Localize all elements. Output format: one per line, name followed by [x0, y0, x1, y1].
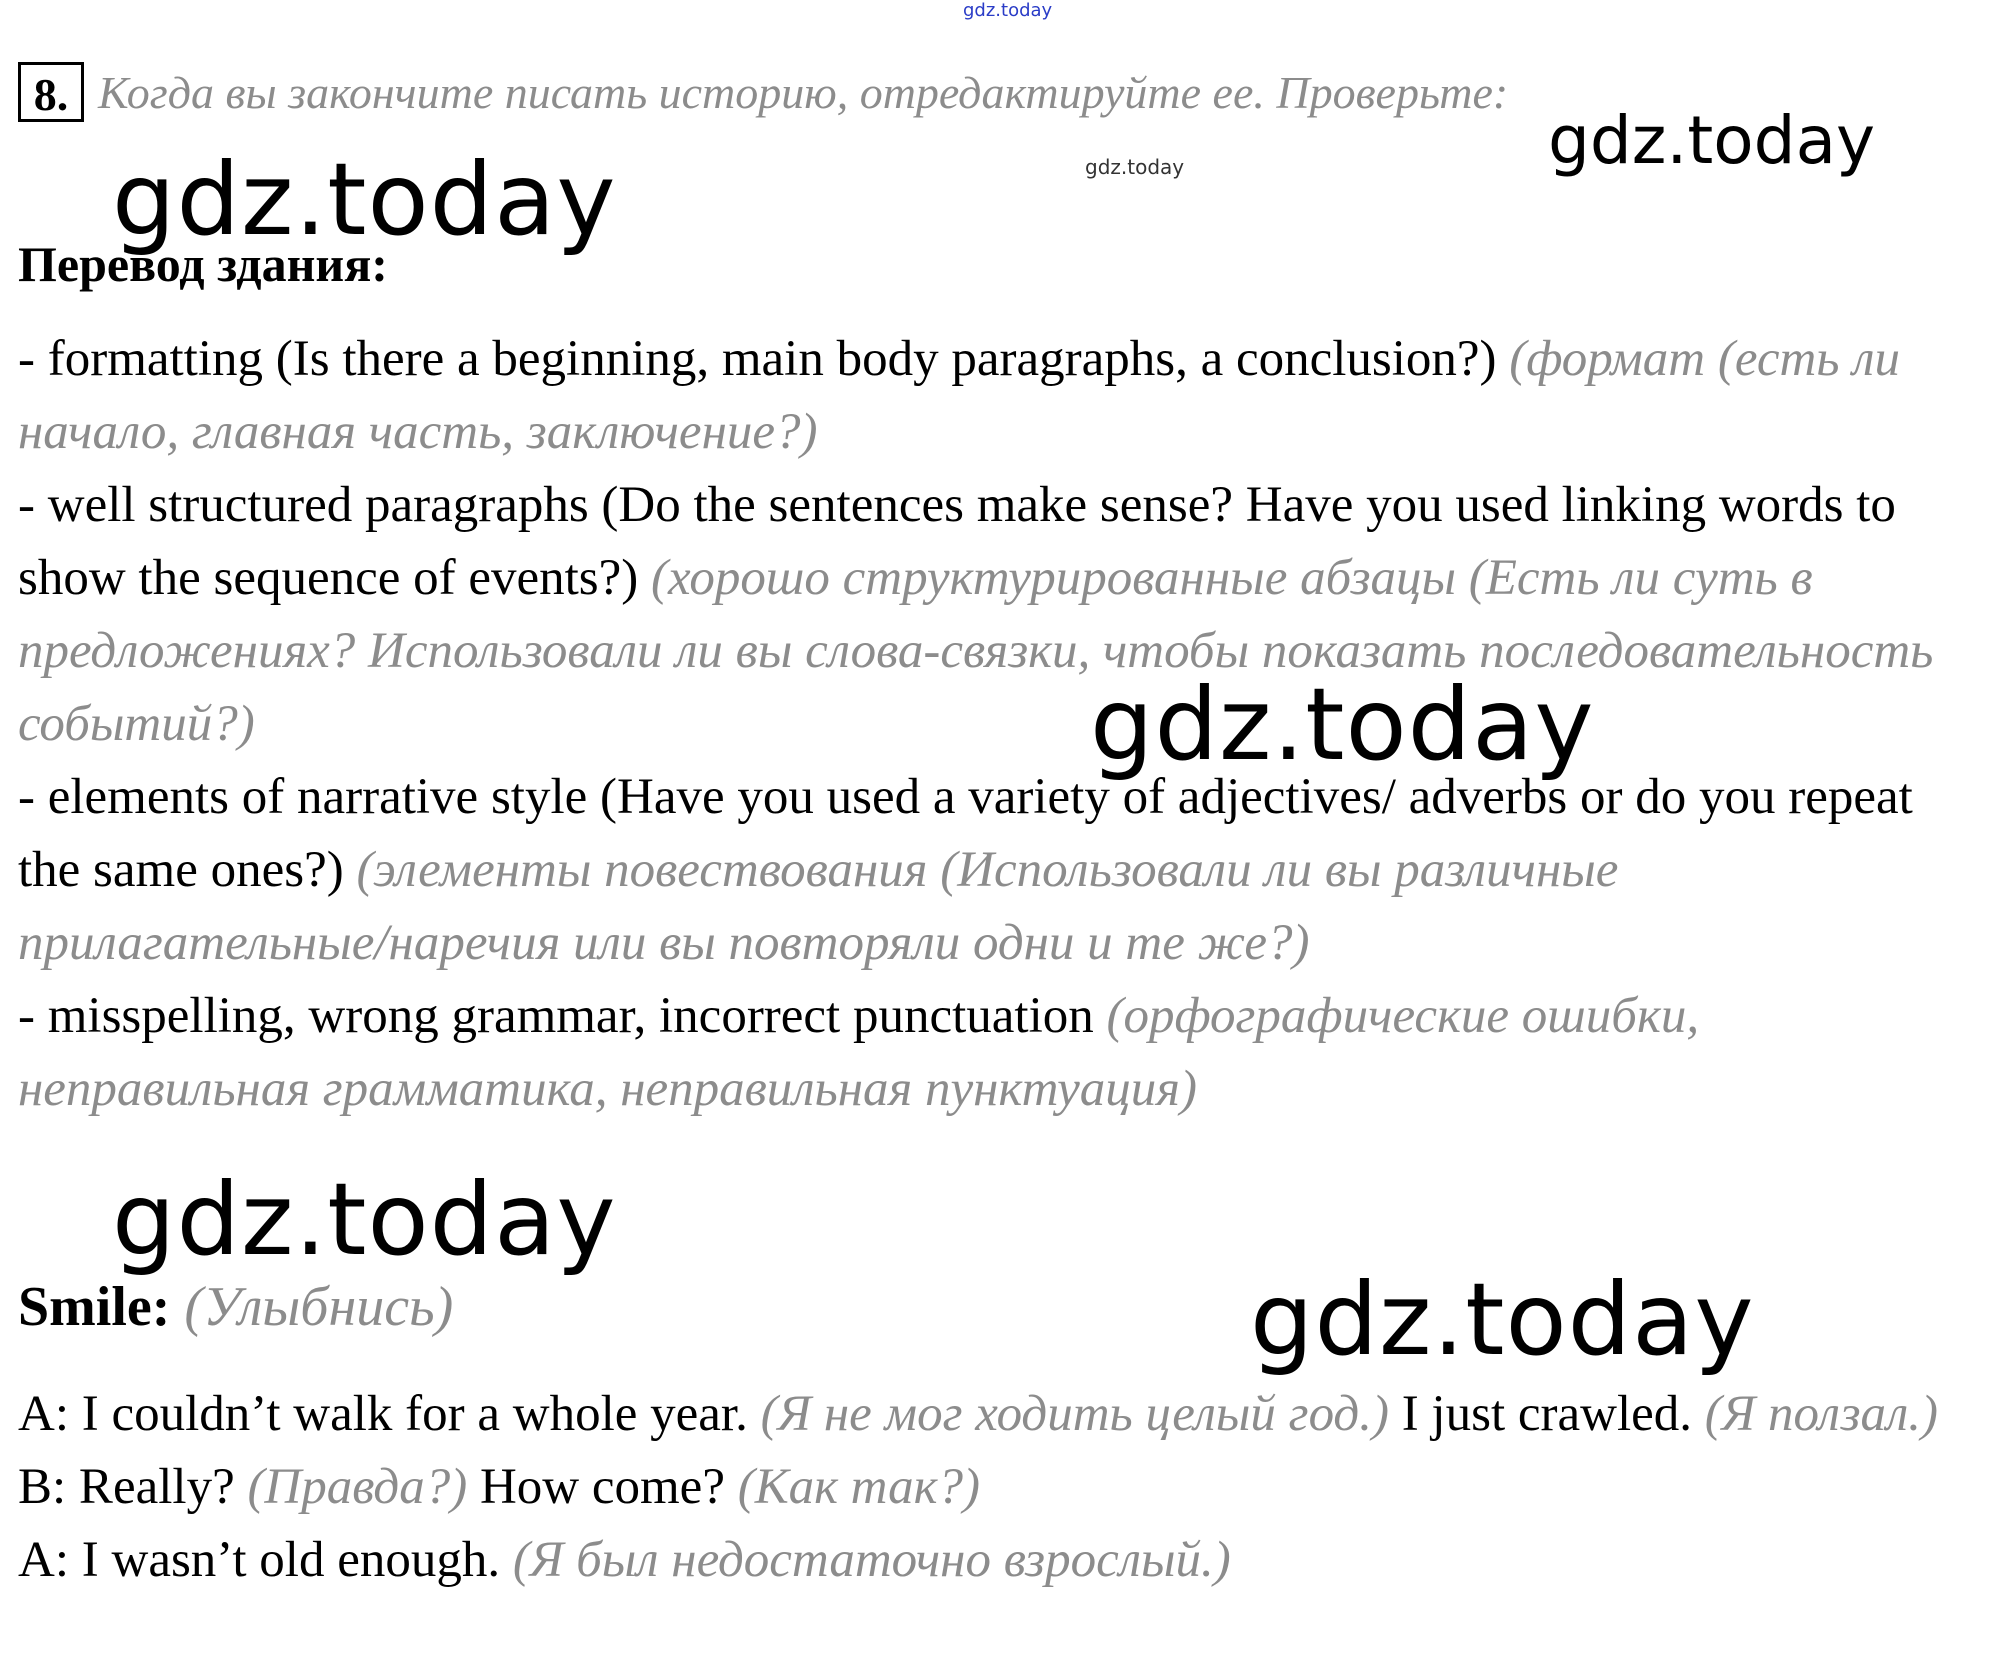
item-russian: (элементы повествования (Использовали ли вы различные прилагательные/наречия или вы повторяли одни и те же?) [18, 842, 1619, 971]
watermark-large-2: gdz.today [1090, 666, 1595, 783]
list-item [18, 761, 1978, 980]
smile-dialogue [18, 1378, 1978, 1597]
dialogue-translation: (Я ползал.) [1704, 1386, 1938, 1442]
dialogue-translation: (Как так?) [737, 1459, 980, 1515]
watermark-small: gdz.today [1085, 155, 1185, 179]
watermark-large-1: gdz.today [112, 141, 617, 258]
list-item [18, 980, 1978, 1126]
watermark-large-4: gdz.today [1250, 1261, 1755, 1378]
dialogue-translation: (Я не мог ходить целый год.) [760, 1386, 1389, 1442]
dialogue-text: How come? [467, 1459, 738, 1515]
dialogue-translation: (Я был недостаточно взрослый.) [512, 1532, 1231, 1588]
list-item [18, 323, 1978, 469]
dialogue-text: A: I couldn’t walk for a whole year. [18, 1386, 761, 1442]
dialogue-text: B: Really? [18, 1459, 248, 1515]
item-english: - well structured paragraphs (Do the sentences make sense? Have you used linking words to show the sequence of events?) [18, 477, 1896, 606]
smile-title-translation: (Улыбнись) [184, 1276, 454, 1338]
dialogue-line [18, 1451, 1978, 1524]
dialogue-translation: (Правда?) [247, 1459, 468, 1515]
dialogue-line [18, 1378, 1978, 1451]
list-item [18, 469, 1978, 761]
translation-list [18, 323, 1978, 1126]
watermark-large-3: gdz.today [112, 1161, 617, 1278]
item-russian: (орфографические ошибки, неправильная грамматика, неправильная пунктуация) [18, 988, 1700, 1117]
task-header [18, 62, 1508, 122]
dialogue-text: I just crawled. [1388, 1386, 1705, 1442]
task-number: 8. [18, 62, 84, 122]
smile-heading [18, 1275, 453, 1339]
item-english: - misspelling, wrong grammar, incorrect punctuation [18, 988, 1094, 1044]
item-russian: (хорошо структурированные абзацы (Есть ли суть в предложениях? Использовали ли вы слова-связки, чтобы показать последовательность событий?) [18, 550, 1934, 752]
task-instruction: Когда вы закончите писать историю, отредактируйте ее. Проверьте: [98, 66, 1509, 118]
dialogue-line [18, 1524, 1978, 1597]
item-russian: (формат (есть ли начало, главная часть, заключение?) [18, 331, 1900, 460]
item-english: - elements of narrative style (Have you used a variety of adjectives/ adverbs or do you repeat the same ones?) [18, 769, 1913, 898]
smile-title: Smile: [18, 1276, 171, 1338]
item-english: - formatting (Is there a beginning, main body paragraphs, a conclusion?) [18, 331, 1497, 387]
watermark-medium: gdz.today [1548, 102, 1876, 179]
watermark-top: gdz.today [963, 0, 1053, 21]
translation-title: Перевод здания: [18, 236, 388, 292]
dialogue-text: A: I wasn’t old enough. [18, 1532, 513, 1588]
